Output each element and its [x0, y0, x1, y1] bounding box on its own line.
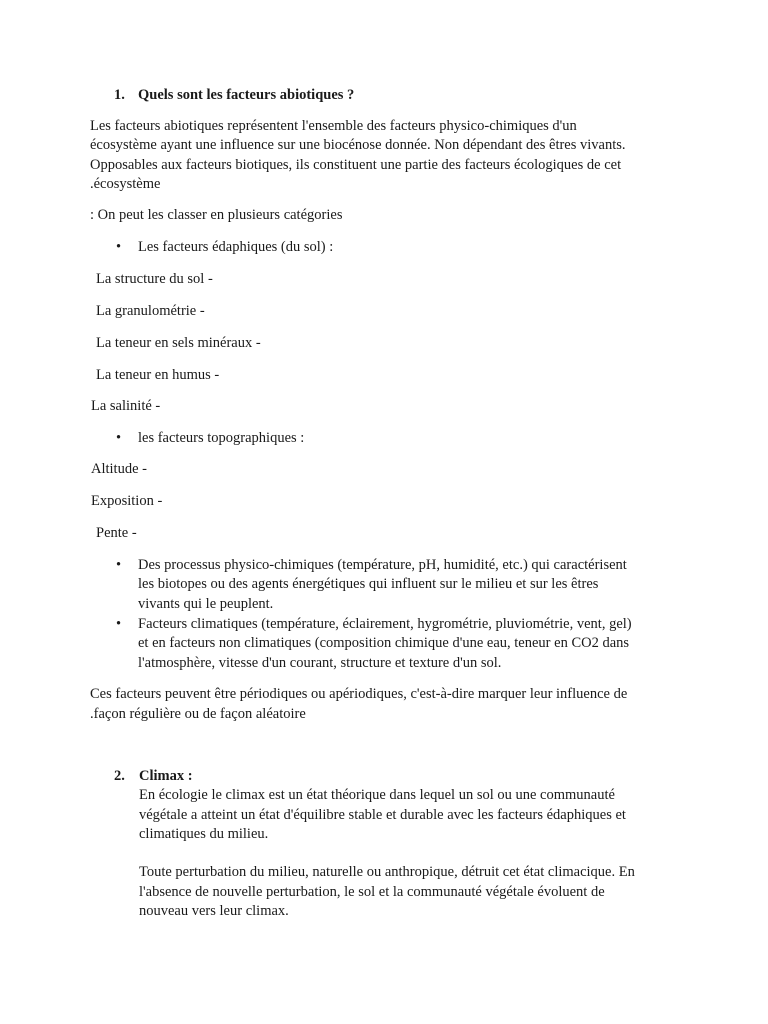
climax-para1-line-2: végétale a atteint un état d'équilibre stable et durable avec les facteurs édaphiques et: [139, 807, 626, 823]
bullet-processes: •: [116, 557, 122, 573]
intro-line-2: écosystème ayant une influence sur une biocénose donnée. Non dépendant des êtres vivants.: [90, 137, 626, 153]
topographic-item: Pente -: [96, 525, 137, 541]
edaphic-item: La structure du sol -: [96, 271, 213, 287]
intro-line-3: Opposables aux facteurs biotiques, ils constituent une partie des facteurs écologiques de cet: [90, 157, 622, 173]
edaphic-item: La granulométrie -: [96, 303, 205, 319]
section1-number: 1.: [114, 87, 125, 103]
climatic-line-3: l'atmosphère, vitesse d'un courant, structure et texture d'un sol.: [138, 655, 502, 671]
climatic-line-2: et en facteurs non climatiques (composition chimique d'une eau, teneur en CO2 dans: [138, 635, 630, 651]
bullet-climatic: •: [116, 616, 122, 632]
process-line-1: Des processus physico-chimiques (température, pH, humidité, etc.) qui caractérisent: [138, 557, 627, 573]
conclusion-line-2: .façon régulière ou de façon aléatoire: [90, 706, 306, 722]
climax-para2-line-1: Toute perturbation du milieu, naturelle ou anthropique, détruit cet état climacique. En: [139, 864, 635, 880]
edaphic-item: La teneur en humus -: [96, 367, 220, 383]
topographic-item: Altitude -: [91, 461, 147, 477]
edaphic-item: La salinité -: [91, 398, 161, 414]
topographic-item: Exposition -: [91, 493, 163, 509]
climax-para1-line-1: En écologie le climax est un état théorique dans lequel un sol ou une communauté: [139, 787, 615, 803]
topographic-label: les facteurs topographiques :: [138, 430, 305, 446]
intro-line-1: Les facteurs abiotiques représentent l'ensemble des facteurs physico-chimiques d'un: [90, 118, 577, 134]
process-line-2: les biotopes ou des agents énergétiques qui influent sur le milieu et sur les êtres: [138, 576, 599, 592]
process-line-3: vivants qui le peuplent.: [138, 596, 274, 612]
edaphic-item: La teneur en sels minéraux -: [96, 335, 261, 351]
edaphic-label: Les facteurs édaphiques (du sol) :: [138, 239, 334, 255]
section2-number: 2.: [114, 768, 125, 784]
intro-line-4: .écosystème: [90, 176, 161, 192]
classify-line: : On peut les classer en plusieurs catégories: [90, 207, 343, 223]
conclusion-line-1: Ces facteurs peuvent être périodiques ou apériodiques, c'est-à-dire marquer leur influence de: [90, 686, 628, 702]
climax-para2-line-2: l'absence de nouvelle perturbation, le sol et la communauté végétale évoluent de: [139, 884, 605, 900]
climax-para2-line-3: nouveau vers leur climax.: [139, 903, 289, 919]
section1-title: Quels sont les facteurs abiotiques ?: [138, 87, 355, 103]
climax-para1-line-3: climatiques du milieu.: [139, 826, 269, 842]
climatic-line-1: Facteurs climatiques (température, éclairement, hygrométrie, pluviométrie, vent, gel): [138, 616, 632, 632]
section2-title: Climax :: [139, 768, 193, 784]
bullet-topographic: •: [116, 430, 122, 446]
bullet-edaphic: •: [116, 239, 122, 255]
